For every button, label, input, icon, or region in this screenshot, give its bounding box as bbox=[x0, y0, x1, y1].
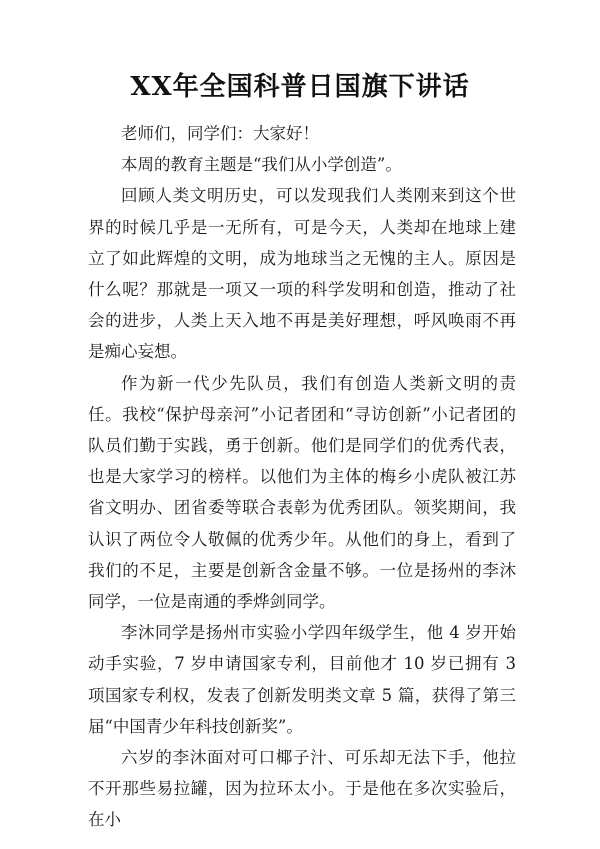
paragraph-theme: 本周的教育主题是“我们从小学创造”。 bbox=[121, 155, 402, 175]
paragraph-li-mu: 李沐同学是扬州市实验小学四年级学生，他 4 岁开始动手实验，7 岁申请国家专利，目前他才 10 岁已拥有 3 项国家专利权，发表了创新发明类文章 5 篇，获得了第三届“中国青少年科技创新奖”。 bbox=[88, 623, 516, 736]
paragraph-greeting: 老师们，同学们：大家好！ bbox=[121, 124, 319, 143]
document-body bbox=[88, 118, 516, 836]
paragraph-six-year-old: 六岁的李沐面对可口椰子汁、可乐却无法下手，他拉不开那些易拉罐，因为拉环太小。于是他在多次实验后，在小 bbox=[88, 748, 516, 830]
paragraph-responsibility: 作为新一代少先队员，我们有创造人类新文明的责任。我校“保护母亲河”小记者团和“寻访创新”小记者团的队员们勤于实践，勇于创新。他们是同学们的优秀代表，也是大家学习的榜样。以他们为主体的梅乡小虎队被江苏省文明办、团省委等联合表彰为优秀团队。领奖期间，我认识了两位令人敬佩的优秀少年。从他们的身上，看到了我们的不足，主要是创新含金量不够。一位是扬州的李沐同学，一位是南通的季烨剑同学。 bbox=[88, 373, 516, 612]
paragraph-history: 回顾人类文明历史，可以发现我们人类刚来到这个世界的时候几乎是一无所有，可是今天，人类却在地球上建立了如此辉煌的文明，成为地球当之无愧的主人。原因是什么呢？那就是一项又一项的科学发明和创造，推动了社会的进步，人类上天入地不再是美好理想，呼风唤雨不再是痴心妄想。 bbox=[88, 186, 516, 362]
document-title: XX年全国科普日国旗下讲话 bbox=[130, 72, 470, 102]
